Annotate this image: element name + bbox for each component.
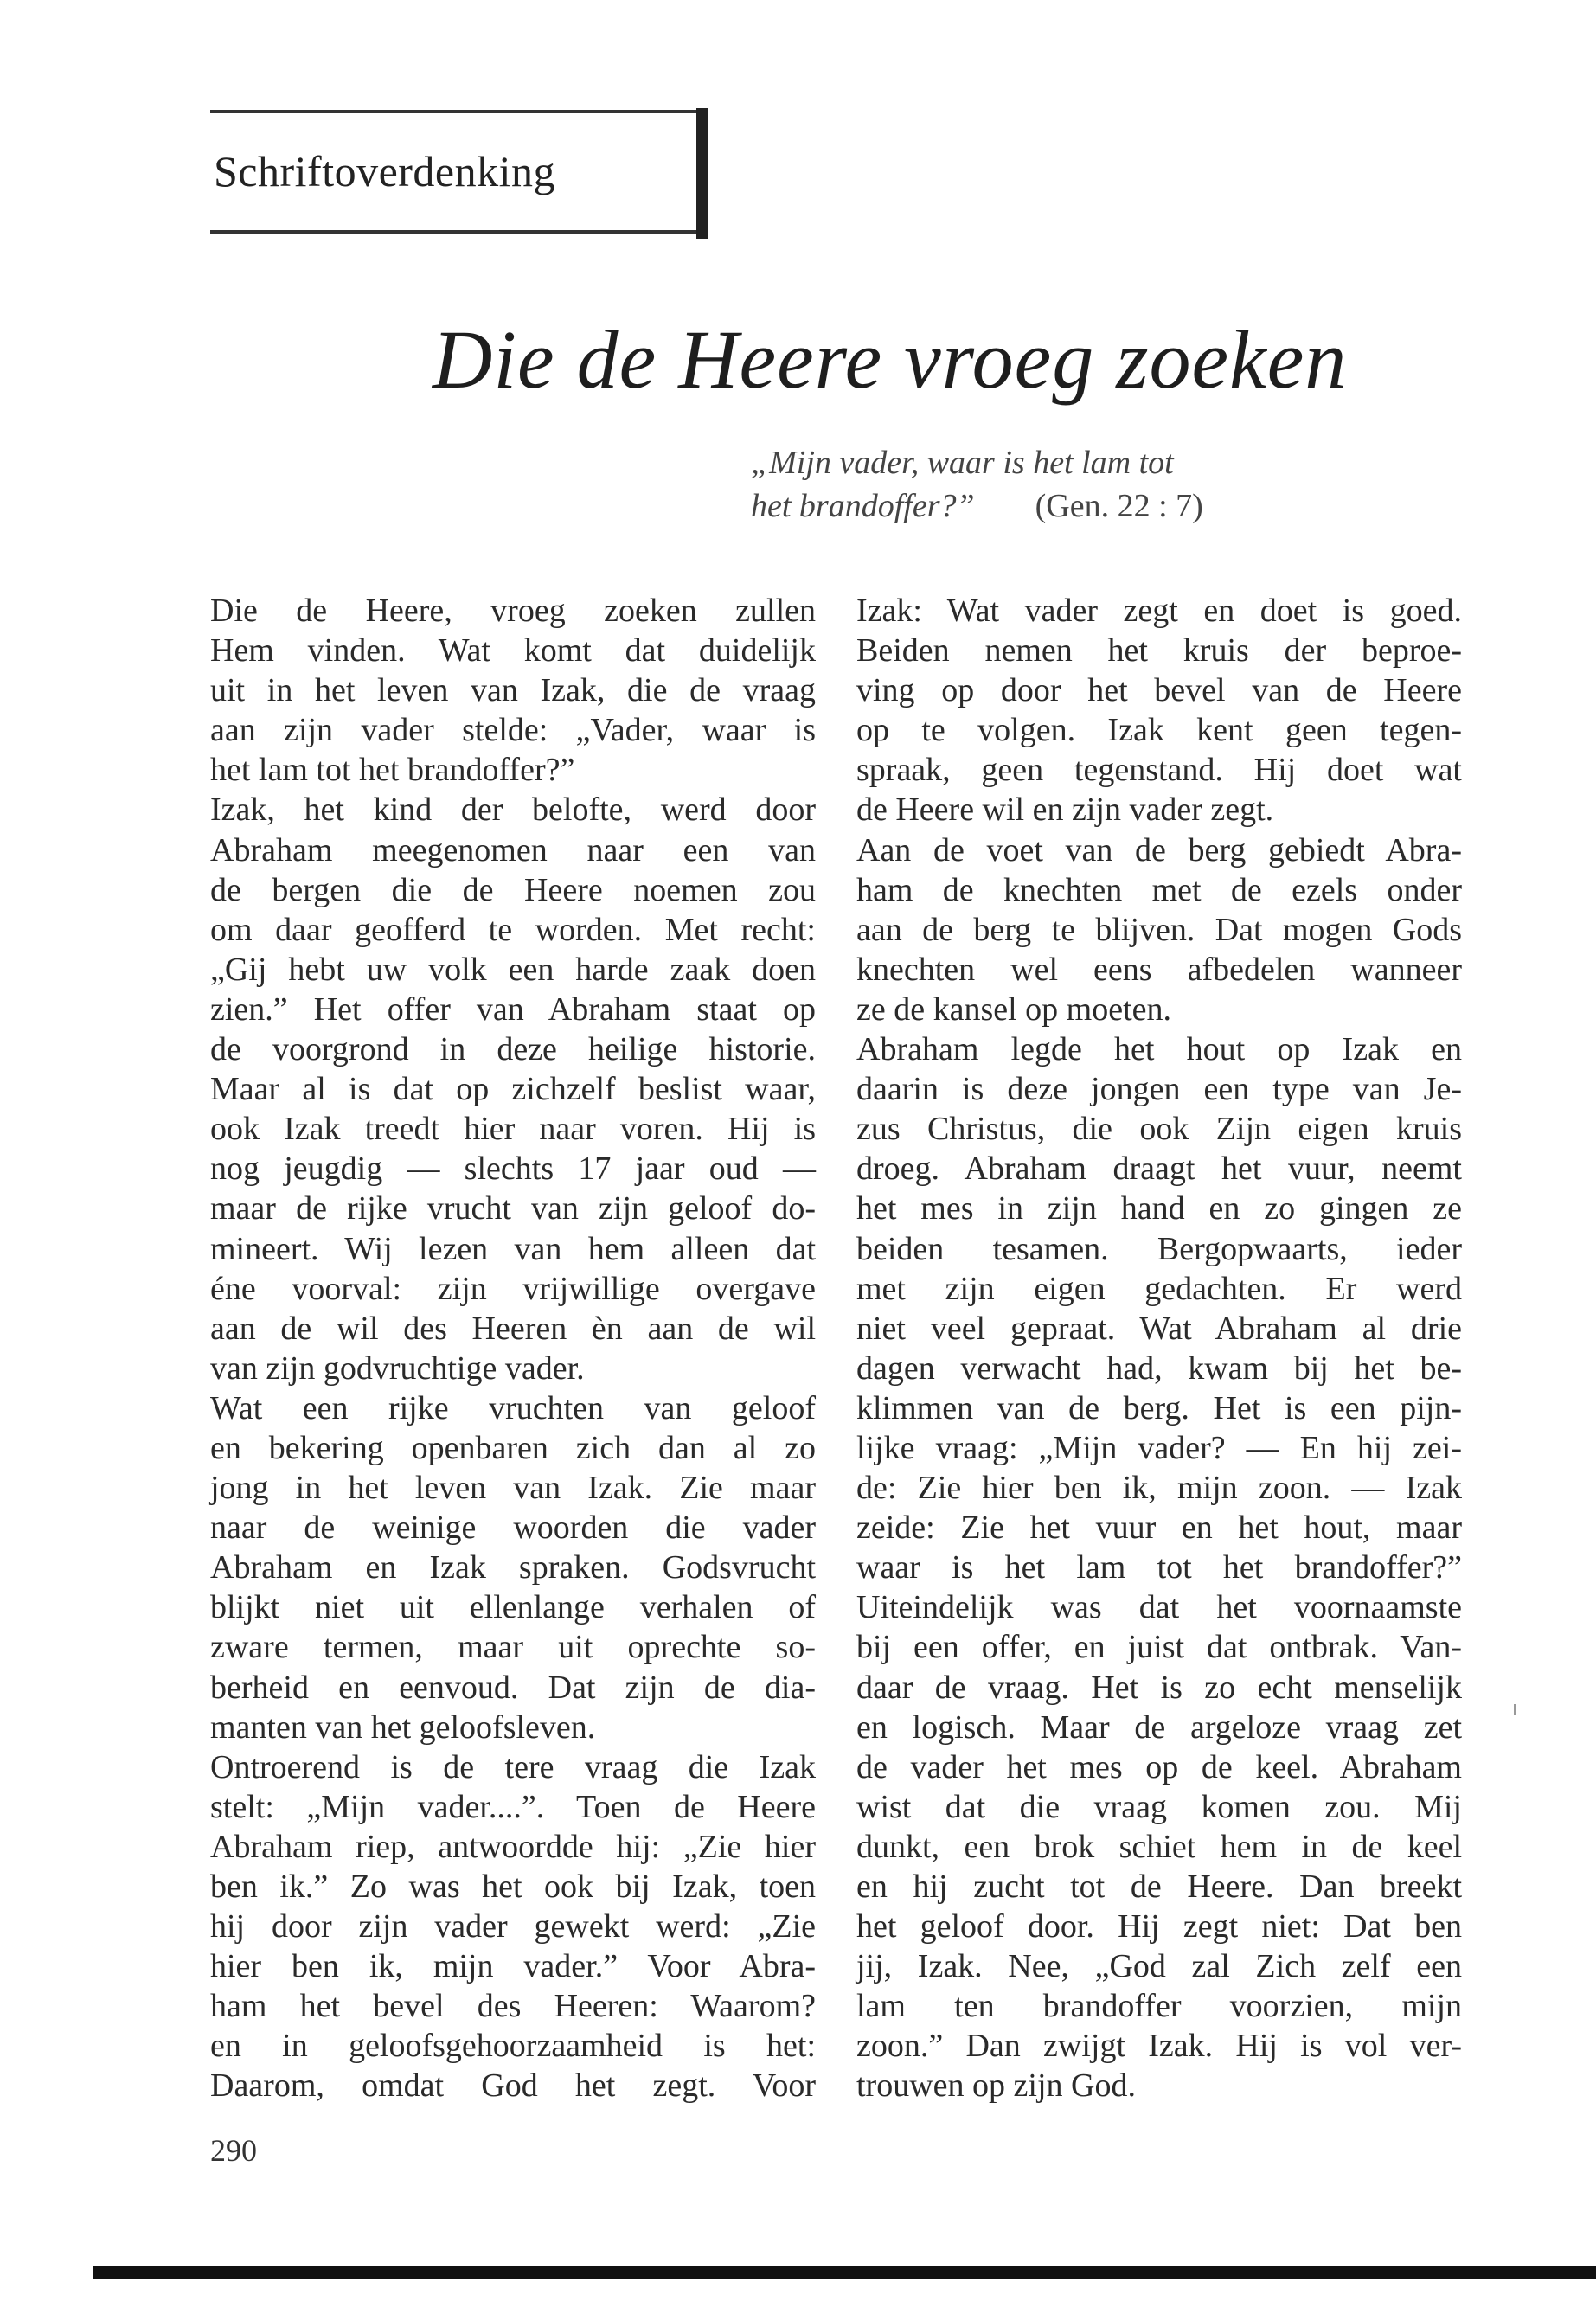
text-line: de: Zie hier ben ik, mijn zoon. — Izak <box>856 1470 1462 1507</box>
text-line: zien.” Het offer van Abraham staat op <box>210 990 816 1028</box>
text-line: nog jeugdig — slechts 17 jaar oud — <box>210 1150 816 1188</box>
text-line: manten van het geloofsleven. <box>210 1708 596 1746</box>
text-line: de voorgrond in deze heilige historie. <box>210 1031 816 1068</box>
text-line: waar is het lam tot het brandoffer?” <box>856 1549 1462 1586</box>
text-line: Abraham riep, antwoordde hij: „Zie hier <box>210 1828 816 1865</box>
text-line: jong in het leven van Izak. Zie maar <box>210 1470 816 1507</box>
text-line: aan de berg te blijven. Dat mogen Gods <box>856 911 1462 948</box>
text-line: stelt: „Mijn vader....”. Toen de Heere <box>210 1788 816 1825</box>
text-line: klimmen van de berg. Het is een pijn- <box>856 1389 1462 1426</box>
bottom-rule <box>93 2266 1596 2279</box>
text-line: Beiden nemen het kruis der beproe- <box>856 632 1462 670</box>
text-line: met zijn eigen gedachten. Er werd <box>856 1270 1462 1307</box>
text-line: droeg. Abraham draagt het vuur, neemt <box>856 1150 1462 1188</box>
text-line: jij, Izak. Nee, „God zal Zich zelf een <box>856 1948 1462 1985</box>
text-line: blijkt niet uit ellenlange verhalen of <box>210 1589 816 1626</box>
text-line: ook Izak treedt hier naar voren. Hij is <box>210 1111 816 1148</box>
text-line: van zijn godvruchtige vader. <box>210 1349 585 1387</box>
text-line: en bekering openbaren zich dan al zo <box>210 1429 816 1466</box>
epigraph-reference: (Gen. 22 : 7) <box>1035 488 1203 524</box>
text-line: hier ben ik, mijn vader.” Voor Abra- <box>210 1948 816 1985</box>
margin-mark <box>1514 1704 1516 1715</box>
text-line: ham de knechten met de ezels onder <box>856 871 1462 908</box>
text-line: zware termen, maar uit oprechte so- <box>210 1629 816 1666</box>
text-line: Abraham legde het hout op Izak en <box>856 1031 1462 1068</box>
text-line: trouwen op zijn God. <box>856 2067 1136 2105</box>
text-line: Abraham meegenomen naar een van <box>210 831 816 868</box>
text-line: lam ten brandoffer voorzien, mijn <box>856 1988 1462 2025</box>
text-line: naar de weinige woorden die vader <box>210 1509 816 1547</box>
section-header-bar <box>696 108 708 239</box>
text-line: en hij zucht tot de Heere. Dan breekt <box>856 1868 1462 1905</box>
text-line: wist dat die vraag komen zou. Mij <box>856 1788 1462 1825</box>
text-line: Izak: Wat vader zegt en doet is goed. <box>856 593 1462 629</box>
text-line: en in geloofsgehoorzaamheid is het: <box>210 2028 816 2065</box>
text-line: en logisch. Maar de argeloze vraag zet <box>856 1708 1462 1746</box>
text-line: dagen verwacht had, kwam bij het be- <box>856 1349 1462 1387</box>
text-line: aan de wil des Heeren èn aan de wil <box>210 1310 816 1347</box>
text-line: dunkt, een brok schiet hem in de keel <box>856 1828 1462 1865</box>
text-line: het mes in zijn hand en zo gingen ze <box>856 1190 1462 1227</box>
left-column <box>210 591 816 2106</box>
text-line: Wat een rijke vruchten van geloof <box>210 1389 816 1426</box>
text-line: de Heere wil en zijn vader zegt. <box>856 792 1274 829</box>
text-line: maar de rijke vrucht van zijn geloof do- <box>210 1190 816 1227</box>
text-line: zeide: Zie het vuur en het hout, maar <box>856 1509 1462 1547</box>
text-line: Izak, het kind der belofte, werd door <box>210 792 816 829</box>
text-line: knechten wel eens afbedelen wanneer <box>856 951 1462 988</box>
text-line: Daarom, omdat God het zegt. Voor <box>210 2067 816 2105</box>
text-line: zoon.” Dan zwijgt Izak. Hij is vol ver- <box>856 2028 1462 2065</box>
text-line: Maar al is dat op zichzelf beslist waar, <box>210 1071 816 1108</box>
text-line: éne voorval: zijn vrijwillige overgave <box>210 1270 816 1307</box>
text-line: de vader het mes op de keel. Abraham <box>856 1748 1462 1785</box>
text-line: om daar geofferd te worden. Met recht: <box>210 911 816 948</box>
epigraph-line-2: het brandoffer?” <box>751 488 975 524</box>
text-line: op te volgen. Izak kent geen tegen- <box>856 712 1462 749</box>
text-line: lijke vraag: „Mijn vader? — En hij zei- <box>856 1429 1462 1466</box>
text-line: Ontroerend is de tere vraag die Izak <box>210 1748 816 1785</box>
text-line: mineert. Wij lezen van hem alleen dat <box>210 1230 816 1267</box>
article-title: Die de Heere vroeg zoeken <box>433 313 1348 406</box>
text-line: beiden tesamen. Bergopwaarts, ieder <box>856 1230 1462 1267</box>
text-line: zus Christus, die ook Zijn eigen kruis <box>856 1111 1462 1148</box>
text-line: aan zijn vader stelde: „Vader, waar is <box>210 712 816 749</box>
text-line: daar de vraag. Het is zo echt menselijk <box>856 1669 1462 1706</box>
text-line: daarin is deze jongen een type van Je- <box>856 1071 1462 1108</box>
section-header-box <box>210 110 708 234</box>
text-line: bij een offer, en juist dat ontbrak. Van- <box>856 1629 1462 1666</box>
text-line: hij door zijn vader gewekt werd: „Zie <box>210 1908 816 1945</box>
page-number: 290 <box>210 2133 257 2168</box>
text-line: ben ik.” Zo was het ook bij Izak, toen <box>210 1868 816 1905</box>
text-line: ham het bevel des Heeren: Waarom? <box>210 1988 816 2025</box>
text-line: Abraham en Izak spraken. Godsvrucht <box>210 1549 816 1586</box>
epigraph-line-2-wrap <box>751 484 1304 528</box>
epigraph-line-1: „Mijn vader, waar is het lam tot <box>751 445 1174 481</box>
text-line: Hem vinden. Wat komt dat duidelijk <box>210 632 816 670</box>
text-line: berheid en eenvoud. Dat zijn de dia- <box>210 1669 816 1706</box>
text-line: Die de Heere, vroeg zoeken zullen <box>210 593 816 629</box>
text-line: niet veel gepraat. Wat Abraham al drie <box>856 1310 1462 1347</box>
text-line: Aan de voet van de berg gebiedt Abra- <box>856 831 1462 868</box>
text-line: het lam tot het brandoffer?” <box>210 752 575 789</box>
text-line: de bergen die de Heere noemen zou <box>210 871 816 908</box>
text-line: ving op door het bevel van de Heere <box>856 672 1462 709</box>
text-line: uit in het leven van Izak, die de vraag <box>210 672 816 709</box>
text-line: het geloof door. Hij zegt niet: Dat ben <box>856 1908 1462 1945</box>
text-line: „Gij hebt uw volk een harde zaak doen <box>210 951 816 988</box>
text-line: Uiteindelijk was dat het voornaamste <box>856 1589 1462 1626</box>
epigraph <box>751 441 1304 528</box>
right-column <box>856 591 1462 2106</box>
section-label: Schriftoverdenking <box>214 147 556 195</box>
text-line: ze de kansel op moeten. <box>856 990 1172 1028</box>
text-line: spraak, geen tegenstand. Hij doet wat <box>856 752 1462 789</box>
